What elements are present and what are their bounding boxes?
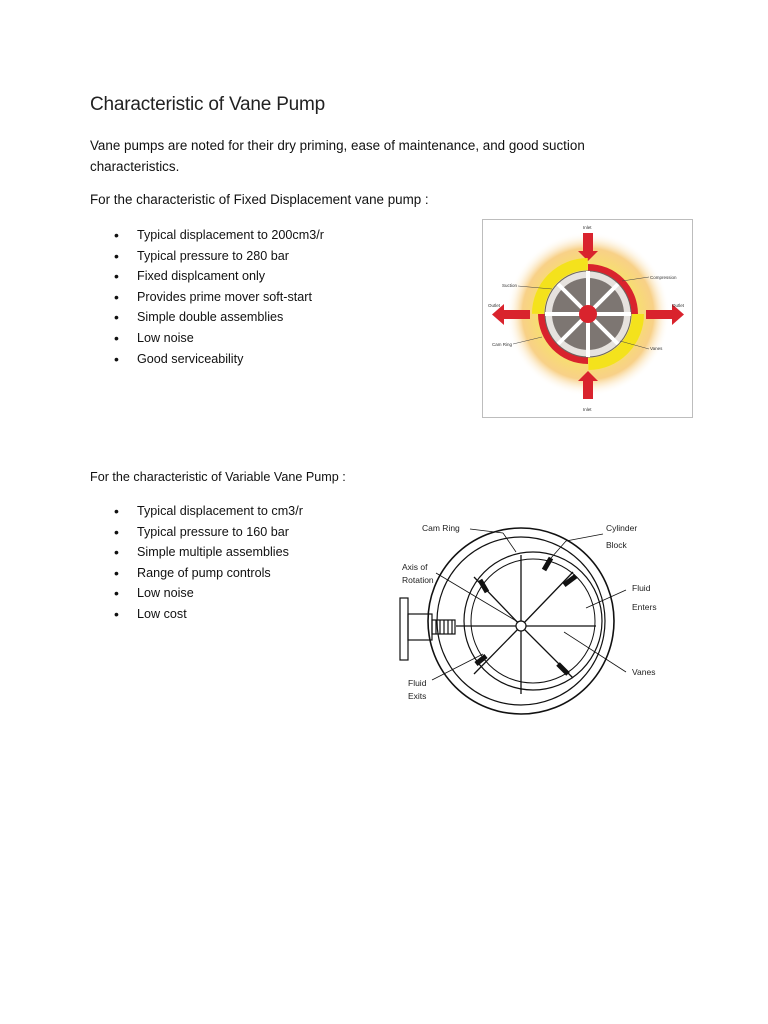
fluid-enters-label: Enters [632,602,657,612]
list-item: • Simple double assemblies [114,307,324,328]
outlet-label: Outlet [488,303,501,308]
page-title: Characteristic of Vane Pump [90,94,326,115]
rotor-hub [516,621,526,631]
list-item: • Provides prime mover soft-start [114,287,324,308]
vanes-label: Vanes [650,346,663,351]
list-item: • Typical pressure to 280 bar [114,246,324,267]
axis-of-rotation-label: Axis of [402,562,428,572]
variable-pump-heading: For the characteristic of Variable Vane Pump : [90,470,346,484]
cam-ring-label: Cam Ring [422,523,460,533]
outlet-label: Outlet [672,303,685,308]
list-item: • Low noise [114,328,324,349]
list-item: • Typical pressure to 160 bar [114,522,303,543]
cylinder-block-label: Cylinder [606,523,638,533]
intro-paragraph: Vane pumps are noted for their dry priming, ease of maintenance, and good suction characteristics. [90,138,585,174]
variable-vane-pump-diagram [388,514,668,720]
shaft [579,305,597,323]
list-item: • Typical displacement to 200cm3/r [114,225,324,246]
suction-label: Suction [502,283,518,288]
cylinder-block [464,552,602,690]
compression-label: Compression [650,275,677,280]
variable-pump-list [114,501,303,625]
list-item: • Good serviceability [114,349,324,370]
inlet-label: Inlet [583,407,592,412]
list-item: • Simple multiple assemblies [114,542,303,563]
fluid-exits-label: Exits [408,691,427,701]
list-item: • Range of pump controls [114,563,303,584]
inlet-label: Inlet [583,225,592,230]
drive-shaft [400,598,455,660]
axis-of-rotation-label: Rotation [402,575,434,585]
vanes-label: Vanes [632,667,656,677]
cylinder-block-label: Block [606,540,627,550]
list-item: • Low cost [114,604,303,625]
list-item: • Low noise [114,583,303,604]
fluid-exits-label: Fluid [408,678,427,688]
fixed-pump-list [114,225,324,369]
list-item: • Fixed displcament only [114,266,324,287]
cam-ring-label: Cam Ring [492,342,513,347]
fixed-vane-pump-diagram [482,219,693,418]
fixed-pump-heading: For the characteristic of Fixed Displacement vane pump : [90,192,429,207]
fluid-enters-label: Fluid [632,583,651,593]
list-item: • Typical displacement to cm3/r [114,501,303,522]
